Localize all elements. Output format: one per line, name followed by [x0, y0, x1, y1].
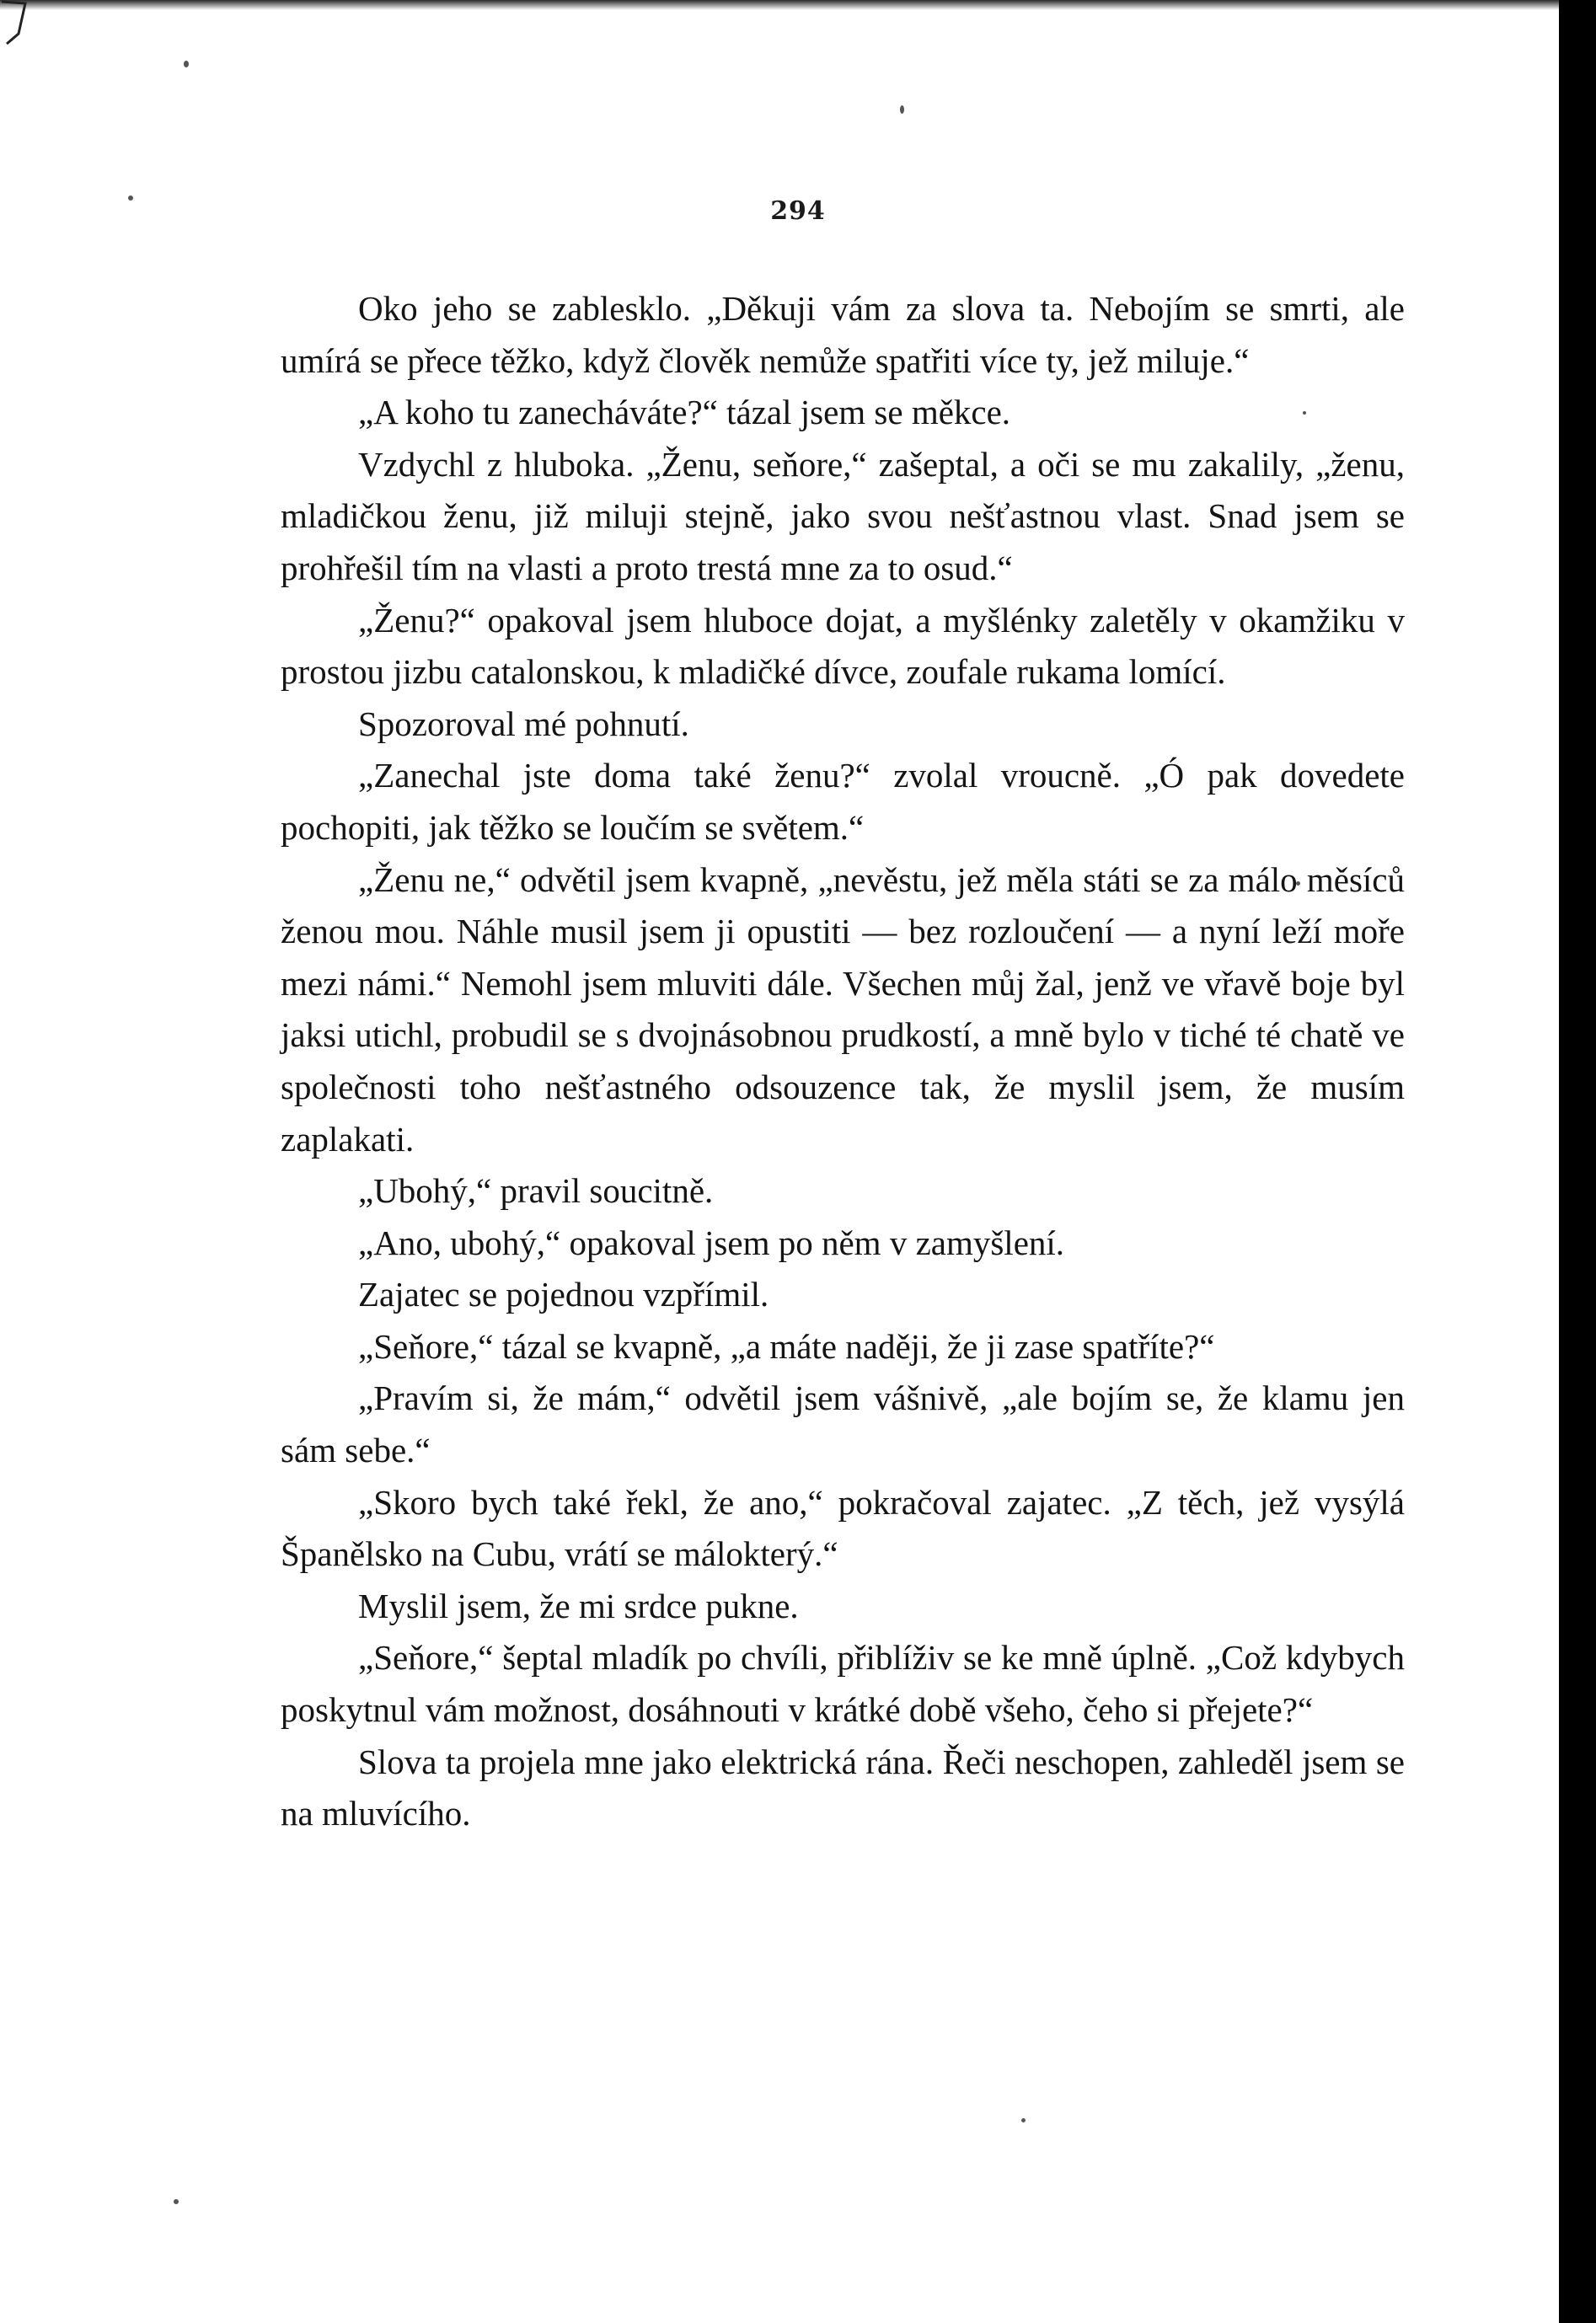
paragraph: „A koho tu zanecháváte?“ tázal jsem se měkce.: [358, 393, 1011, 432]
scan-speck: [174, 2199, 179, 2204]
paragraph: Vzdychl z hluboka. „Ženu, seňore,“ zašeptal, a oči se mu zakalily, „ženu, mladičkou ženu, již miluji stejně, jako svou nešťastnou vlast. Snad jsem se prohřešil tím na vlasti a proto trestá mne za to osud.“: [281, 444, 1405, 587]
scan-speck: [1021, 2118, 1026, 2122]
paragraph: „Pravím si, že mám,“ odvětil jsem vášnivě, „ale bojím se, že klamu jen sám sebe.“: [281, 1378, 1405, 1470]
paragraph: „Skoro bych také řekl, že ano,“ pokračoval zajatec. „Z těch, jež vysýlá Španělsko na Cubu, vrátí se málokterý.“: [281, 1482, 1405, 1574]
paragraph: „Ubohý,“ pravil soucitně.: [358, 1171, 714, 1211]
paragraph: „Ano, ubohý,“ opakoval jsem po něm v zamyšlení.: [358, 1223, 1065, 1262]
page-top-edge: [0, 0, 1559, 10]
scan-speck: [184, 61, 189, 67]
paragraph: „Seňore,“ šeptal mladík po chvíli, přiblíživ se ke mně úplně. „Což kdybych poskytnul vám možnost, dosáhnouti v krátké době všeho, čeho si přejete?“: [281, 1638, 1405, 1730]
paragraph: Spozoroval mé pohnutí.: [358, 704, 689, 743]
scan-border-right: [1559, 0, 1596, 2323]
scan-corner-mark: [0, 0, 34, 51]
paragraph: Slova ta projela mne jako elektrická rána. Řeči neschopen, zahleděl jsem se na mluvícího.: [281, 1742, 1405, 1833]
page-number: 294: [770, 196, 826, 226]
paragraph: Myslil jsem, že mi srdce pukne.: [358, 1586, 799, 1625]
paragraph: Oko jeho se zablesklo. „Děkuji vám za slova ta. Nebojím se smrti, ale umírá se přece těžko, když člověk nemůže spatřiti více ty, jež miluje.“: [281, 289, 1405, 380]
paragraph: „Ženu?“ opakoval jsem hluboce dojat, a myšlénky zaletěly v okamžiku v prostou jizbu catalonskou, k mladičké dívce, zoufale rukama lomící.: [281, 600, 1405, 692]
paragraph: Zajatec se pojednou vzpřímil.: [358, 1275, 769, 1314]
paragraph: „Ženu ne,“ odvětil jsem kvapně, „nevěstu, jež měla státi se za málo měsíců ženou mou. Náhle musil jsem ji opustiti — bez rozloučení — a nyní leží moře mezi námi.“ Nemohl jsem mluviti dále. Všechen můj žal, jenž ve vřavě boje byl jaksi utichl, probudil se s dvojnásobnou prudkostí, a mně bylo v tiché té chatě ve společnosti toho nešťastného odsouzence tak, že myslil jsem, že musím zaplakati.: [281, 859, 1405, 1159]
paragraph: „Seňore,“ tázal se kvapně, „a máte naději, že ji zase spatříte?“: [358, 1326, 1215, 1366]
paragraph: „Zanechal jste doma také ženu?“ zvolal vroucně. „Ó pak dovedete pochopiti, jak těžko se loučím se světem.“: [281, 756, 1405, 847]
scan-speck: [900, 105, 904, 114]
body-text: [281, 283, 1405, 1840]
